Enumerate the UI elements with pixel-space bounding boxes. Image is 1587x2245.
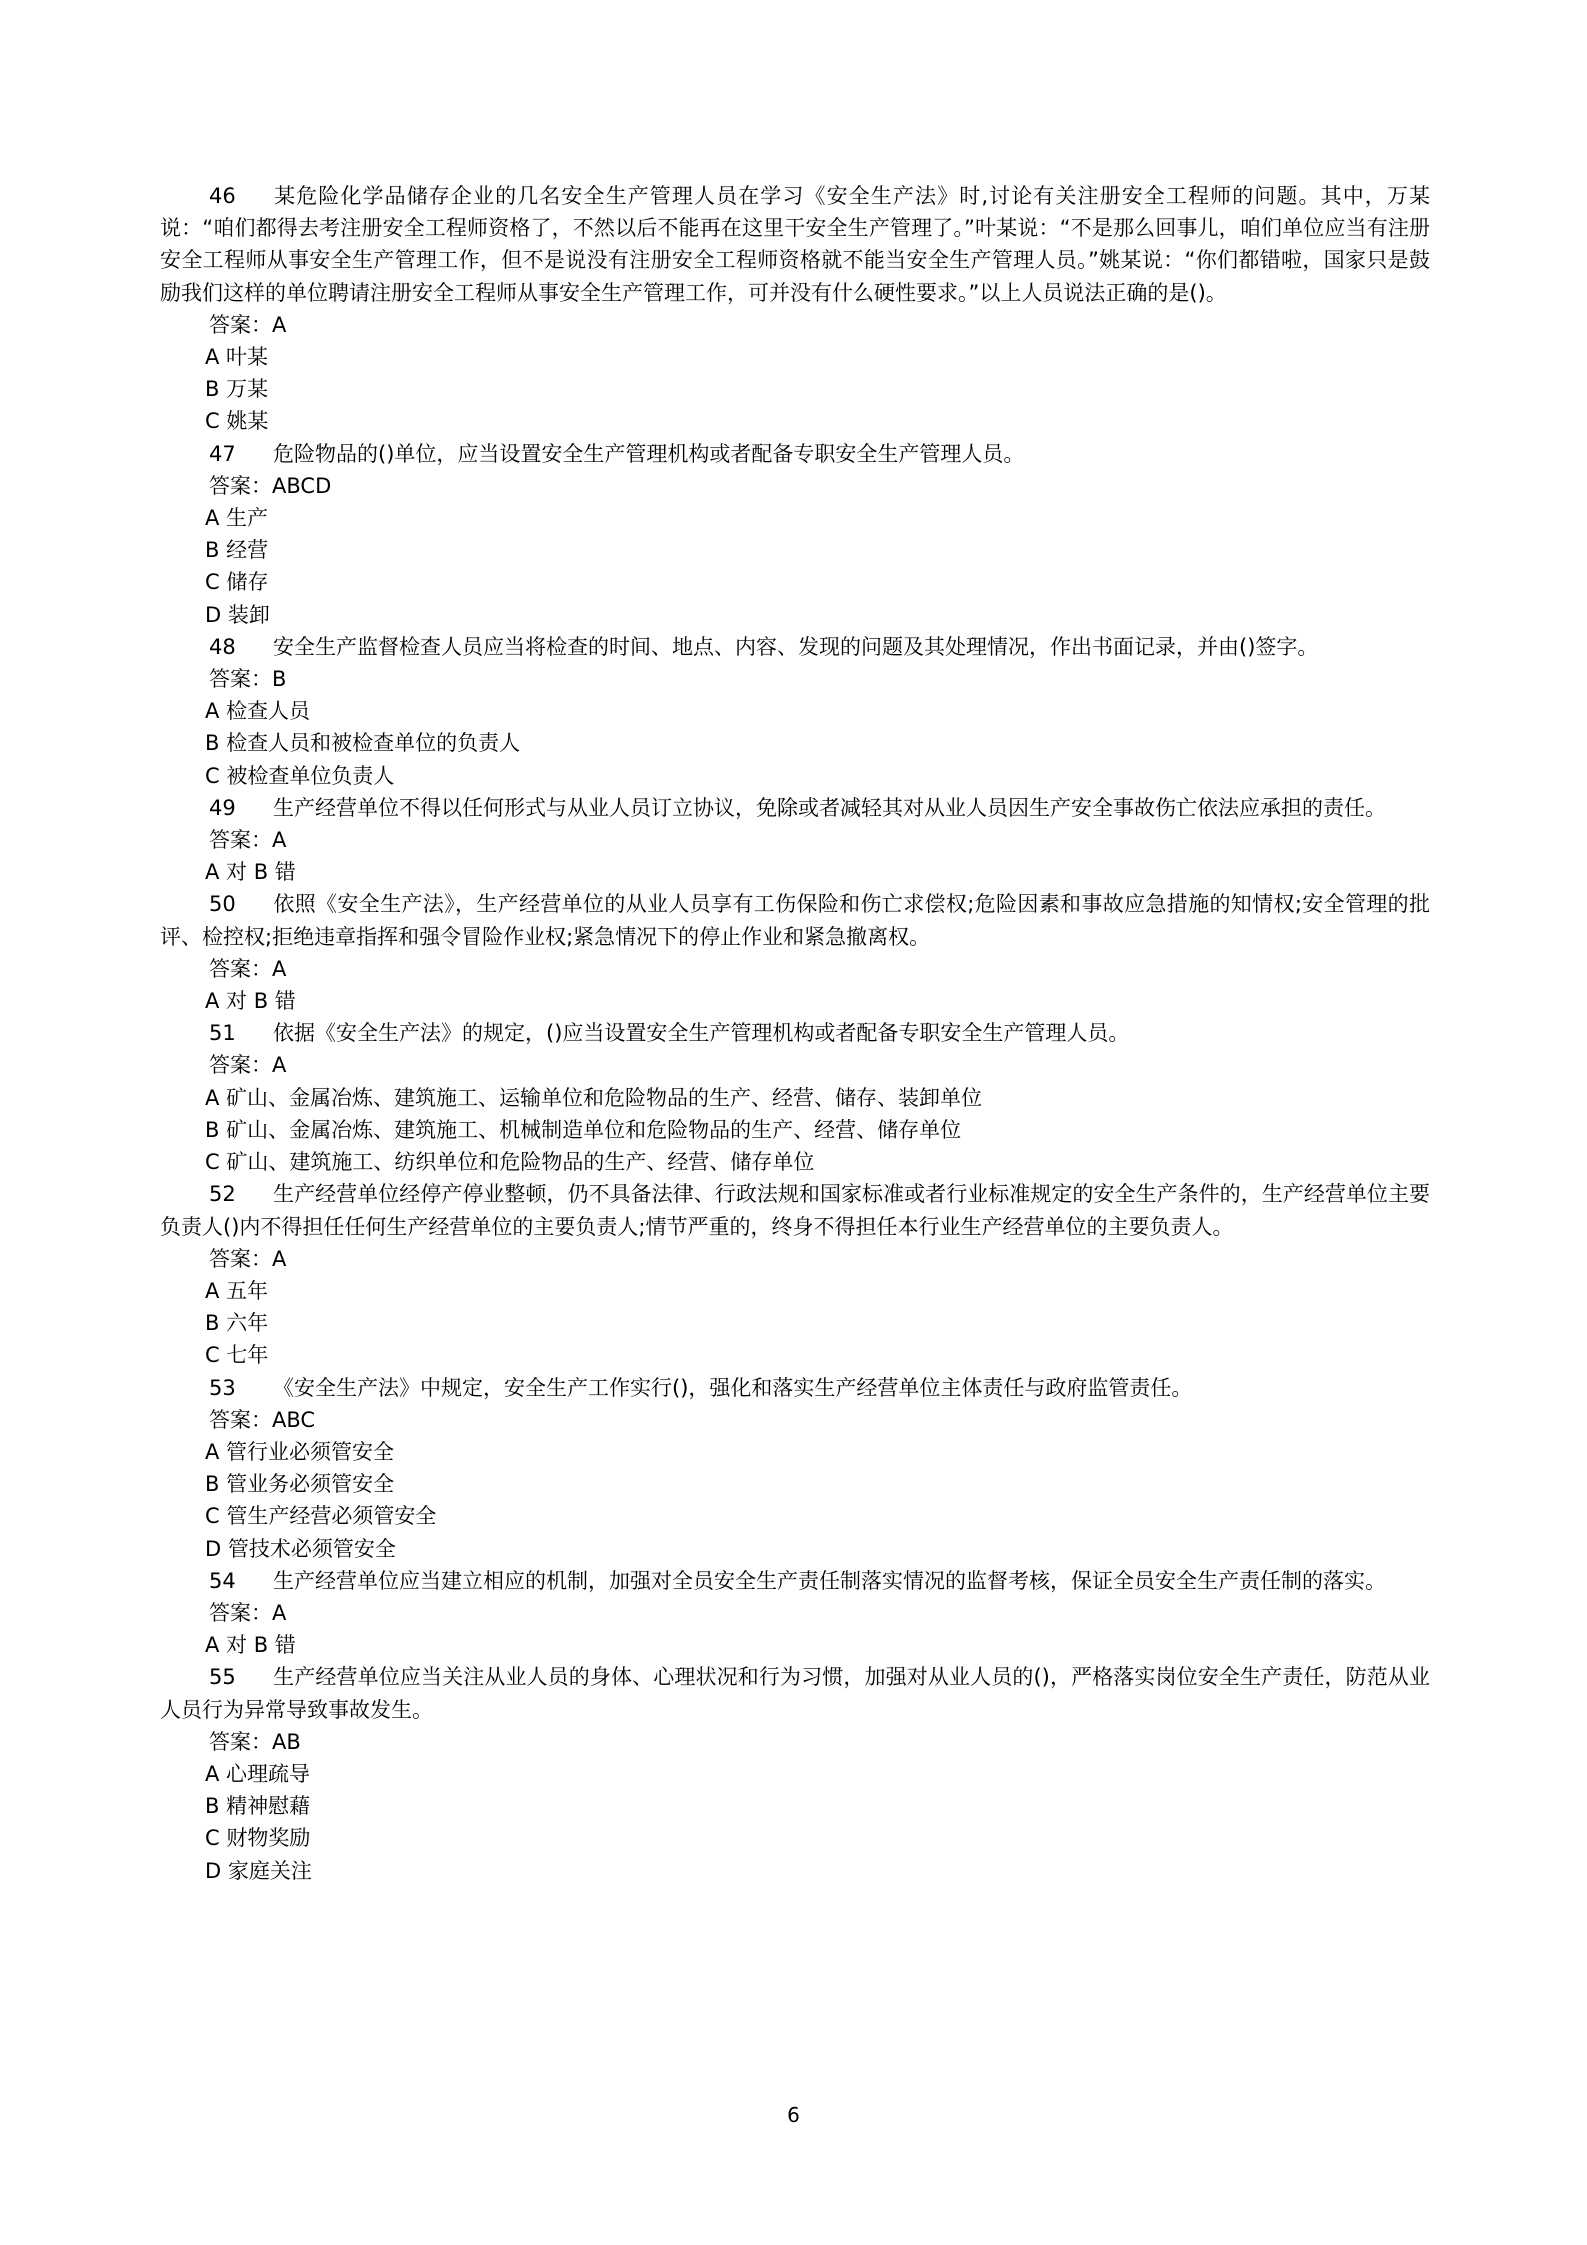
question-number: 50 [209,892,236,917]
question-item [160,1178,1430,1371]
answer-option: B 万某 [205,377,269,402]
question-list [160,180,1430,1887]
question-stem [160,1372,1430,1404]
question-item [160,180,1430,438]
answer-option: D 管技术必须管安全 [205,1536,396,1561]
question-text: 依据《安全生产法》的规定，()应当设置安全生产管理机构或者配备专职安全生产管理人员。 [273,1021,1130,1046]
question-stem [160,1017,1430,1049]
question-item [160,792,1430,889]
answer-line: 答案：ABC [209,1407,316,1432]
question-item [160,631,1430,792]
answer-option: A 检查人员 [205,699,311,724]
answer-option: A 对 B 错 [205,989,296,1014]
question-text: 生产经营单位应当建立相应的机制，加强对全员安全生产责任制落实情况的监督考核，保证全员安全生产责任制的落实。 [273,1568,1386,1593]
page-number: 6 [787,2103,800,2127]
answer-option: B 检查人员和被检查单位的负责人 [205,731,521,756]
question-stem [160,792,1430,824]
answer-option: B 矿山、金属冶炼、建筑施工、机械制造单位和危险物品的生产、经营、储存单位 [205,1117,962,1142]
answer-line: 答案：A [209,828,287,853]
question-text: 生产经营单位不得以任何形式与从业人员订立协议，免除或者减轻其对从业人员因生产安全事故伤亡依法应承担的责任。 [273,795,1386,820]
question-stem [160,438,1430,470]
answer-option: A 叶某 [205,345,269,370]
answer-option: A 五年 [205,1278,269,1303]
question-item [160,888,1430,1017]
question-text: 某危险化学品储存企业的几名安全生产管理人员在学习《安全生产法》时,讨论有关注册安全工程师的问题。其中，万某说：“咱们都得去考注册安全工程师资格了，不然以后不能再在这里干安全生产管理了。”叶某说：“不是那么回事儿，咱们单位应当有注册安全工程师从事安全生产管理工作，但不是说没有注册安全工程师资格就不能当安全生产管理人员。”姚某说：“你们都错啦，国家只是鼓励我们这样的单位聘请注册安全工程师从事安全生产管理工作，可并没有什么硬性要求。”以上人员说法正确的是()。 [160,184,1430,305]
question-stem [160,1565,1430,1597]
answer-line: 答案：AB [209,1729,301,1754]
question-text: 生产经营单位应当关注从业人员的身体、心理状况和行为习惯，加强对从业人员的()，严格落实岗位安全生产责任，防范从业人员行为异常导致事故发生。 [160,1665,1430,1722]
question-stem [160,888,1430,952]
question-item [160,438,1430,631]
question-text: 安全生产监督检查人员应当将检查的时间、地点、内容、发现的问题及其处理情况，作出书面记录，并由()签字。 [273,634,1319,659]
answer-option: C 被检查单位负责人 [205,763,395,788]
question-item [160,1661,1430,1886]
question-number: 48 [209,634,236,659]
answer-line: 答案：B [209,667,287,692]
answer-option: C 姚某 [205,409,269,434]
answer-option: A 心理疏导 [205,1761,311,1786]
question-number: 54 [209,1568,236,1593]
answer-option: C 七年 [205,1343,269,1368]
question-number: 47 [209,441,236,466]
question-stem [160,1661,1430,1725]
answer-option: B 精神慰藉 [205,1794,311,1819]
question-number: 46 [209,184,236,208]
answer-option: C 财物奖励 [205,1826,311,1851]
answer-option: B 六年 [205,1311,269,1336]
question-number: 51 [209,1021,236,1046]
answer-option: A 管行业必须管安全 [205,1439,395,1464]
question-item [160,1017,1430,1178]
answer-option: A 对 B 错 [205,1633,296,1658]
answer-option: A 对 B 错 [205,860,296,885]
question-text: 《安全生产法》中规定，安全生产工作实行()，强化和落实生产经营单位主体责任与政府监管责任。 [273,1375,1193,1400]
answer-option: C 矿山、建筑施工、纺织单位和危险物品的生产、经营、储存单位 [205,1150,815,1175]
question-number: 49 [209,795,236,820]
question-stem [160,180,1430,309]
question-number: 53 [209,1375,236,1400]
question-text: 危险物品的()单位，应当设置安全生产管理机构或者配备专职安全生产管理人员。 [273,441,1025,466]
question-item [160,1372,1430,1565]
answer-option: C 储存 [205,570,269,595]
answer-line: 答案：ABCD [209,473,332,498]
answer-option: D 家庭关注 [205,1858,312,1883]
answer-line: 答案：A [209,1053,287,1078]
question-number: 55 [209,1665,236,1690]
answer-option: D 装卸 [205,602,270,627]
answer-option: B 经营 [205,538,269,563]
question-text: 生产经营单位经停产停业整顿，仍不具备法律、行政法规和国家标准或者行业标准规定的安全生产条件的，生产经营单位主要负责人()内不得担任任何生产经营单位的主要负责人;情节严重的，终身不得担任本行业生产经营单位的主要负责人。 [160,1182,1430,1239]
answer-option: C 管生产经营必须管安全 [205,1504,437,1529]
answer-option: A 矿山、金属冶炼、建筑施工、运输单位和危险物品的生产、经营、储存、装卸单位 [205,1085,983,1110]
answer-line: 答案：A [209,1600,287,1625]
answer-option: A 生产 [205,506,269,531]
answer-line: 答案：A [209,312,287,337]
answer-line: 答案：A [209,956,287,981]
question-stem [160,631,1430,663]
question-stem [160,1178,1430,1242]
question-number: 52 [209,1182,236,1207]
answer-line: 答案：A [209,1246,287,1271]
question-item [160,1565,1430,1662]
question-text: 依照《安全生产法》，生产经营单位的从业人员享有工伤保险和伤亡求偿权;危险因素和事故应急措施的知情权;安全管理的批评、检控权;拒绝违章指挥和强令冒险作业权;紧急情况下的停止作业和紧急撤离权。 [160,892,1430,949]
answer-option: B 管业务必须管安全 [205,1472,395,1497]
